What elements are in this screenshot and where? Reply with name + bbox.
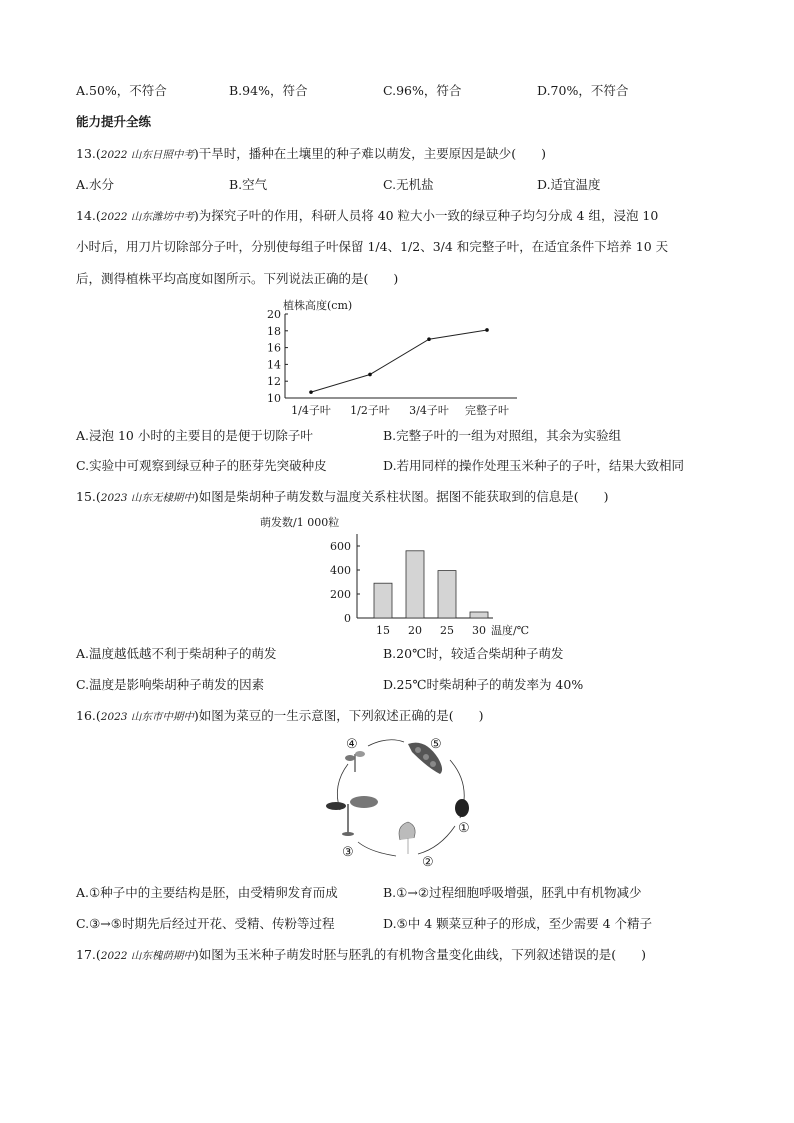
y-tick-label: 0: [344, 612, 351, 625]
x-axis-label: 温度/℃: [491, 624, 530, 637]
y-tick-label: 20: [267, 308, 281, 321]
cycle-arrow-4-to-5: [368, 740, 404, 746]
q14-option-b: B.完整子叶的一组为对照组，其余为实验组: [383, 428, 622, 443]
x-tick-label: 25: [440, 624, 454, 637]
data-point: [309, 390, 313, 394]
section-heading: 能力提升全练: [76, 114, 152, 129]
germinating-seed-icon: [399, 822, 415, 854]
y-tick-label: 200: [330, 588, 351, 601]
stage-label-5: ⑤: [430, 737, 442, 752]
question-source: 2022 山东槐荫期中: [100, 950, 194, 962]
question-14-line-3: 后，测得植株平均高度如图所示。下列说法正确的是( ): [76, 271, 399, 286]
question-source: 2022 山东日照中考: [100, 149, 194, 161]
question-text: )干旱时，播种在土壤里的种子难以萌发，主要原因是缺少( ): [193, 146, 546, 161]
y-tick-label: 400: [330, 564, 351, 577]
stage-label-1: ①: [458, 821, 470, 836]
y-tick-label: 10: [267, 392, 281, 405]
q16-option-b: B.①→②过程细胞呼吸增强，胚乳中有机物减少: [383, 885, 642, 900]
q13-option-a: A.水分: [76, 177, 115, 192]
bar: [470, 612, 488, 618]
y-axis-label: 植株高度(cm): [283, 299, 353, 312]
question-text: )如图是柴胡种子萌发数与温度关系柱状图。据图不能获取到的信息是( ): [193, 489, 609, 504]
stage-label-2: ②: [422, 855, 434, 870]
bean-life-cycle-diagram: [300, 730, 500, 870]
x-tick-label: 15: [376, 624, 390, 637]
x-tick-label: 1/4子叶: [291, 404, 331, 417]
q14-option-a: A.浸泡 10 小时的主要目的是便于切除子叶: [76, 428, 313, 443]
x-tick-label: 30: [472, 624, 486, 637]
plant-height-line-chart: [255, 296, 535, 420]
x-tick-label: 完整子叶: [465, 404, 509, 417]
question-text: )为探究子叶的作用，科研人员将 40 粒大小一致的绿豆种子均匀分成 4 组，浸泡 10: [193, 208, 659, 223]
q14-option-c: C.实验中可观察到绿豆种子的胚芽先突破种皮: [76, 458, 327, 473]
flowering-plant-icon: [345, 751, 365, 772]
q13-option-d: D.适宜温度: [537, 177, 601, 192]
question-14-line-2: 小时后，用刀片切除部分子叶，分别使每组子叶保留 1/4、1/2、3/4 和完整子叶，在适宜条件下培养 10 天: [76, 239, 669, 254]
q15-option-a: A.温度越低越不利于柴胡种子的萌发: [76, 646, 277, 661]
question-source: 2022 山东潍坊中考: [100, 211, 194, 223]
question-number: 16.(: [76, 708, 101, 723]
q16-option-d: D.⑤中 4 颗菜豆种子的形成，至少需要 4 个精子: [383, 916, 653, 931]
germination-bar-chart: [255, 510, 545, 640]
bean-seed-icon: [455, 799, 469, 817]
q13-option-b: B.空气: [229, 177, 268, 192]
x-tick-label: 1/2子叶: [350, 404, 390, 417]
question-16: [76, 710, 483, 723]
q12-option-a: A.50%，不符合: [76, 83, 167, 98]
question-15: [76, 491, 608, 504]
q16-option-a: A.①种子中的主要结构是胚，由受精卵发育而成: [76, 885, 338, 900]
question-13: [76, 148, 546, 161]
data-point: [368, 373, 372, 377]
bar: [374, 583, 392, 618]
q15-option-d: D.25℃时柴胡种子的萌发率为 40%: [383, 677, 584, 692]
question-number: 14.(: [76, 208, 101, 223]
x-tick-label: 3/4子叶: [409, 404, 449, 417]
data-point: [427, 337, 431, 341]
question-17: [76, 949, 646, 962]
seedling-icon: [326, 796, 378, 836]
q12-option-c: C.96%，符合: [383, 83, 462, 98]
y-axis-label: 萌发数/1 000粒: [260, 516, 340, 529]
question-number: 17.(: [76, 947, 101, 962]
cycle-arrow-2-to-3: [358, 842, 396, 856]
question-text: )如图为菜豆的一生示意图，下列叙述正确的是( ): [193, 708, 484, 723]
cycle-arrow-1-to-2: [418, 826, 455, 854]
question-number: 13.(: [76, 146, 101, 161]
question-source: 2023 山东市中期中: [100, 711, 194, 723]
q16-option-c: C.③→⑤时期先后经过开花、受精、传粉等过程: [76, 916, 335, 931]
q15-option-b: B.20℃时，较适合柴胡种子萌发: [383, 646, 564, 661]
q15-option-c: C.温度是影响柴胡种子萌发的因素: [76, 677, 265, 692]
y-tick-label: 600: [330, 540, 351, 553]
bar: [406, 551, 424, 618]
stage-label-3: ③: [342, 845, 354, 860]
question-text: )如图为玉米种子萌发时胚与胚乳的有机物含量变化曲线，下列叙述错误的是( ): [193, 947, 646, 962]
q12-option-d: D.70%，不符合: [537, 83, 629, 98]
x-tick-label: 20: [408, 624, 422, 637]
q12-option-b: B.94%，符合: [229, 83, 308, 98]
q14-option-d: D.若用同样的操作处理玉米种子的子叶，结果大致相同: [383, 458, 685, 473]
y-tick-label: 16: [267, 341, 281, 355]
question-source: 2023 山东无棣期中: [100, 492, 194, 504]
y-tick-label: 12: [267, 375, 281, 389]
y-tick-label: 14: [267, 358, 281, 372]
bar: [438, 571, 456, 618]
stage-label-4: ④: [346, 737, 358, 752]
series-line: [311, 330, 487, 392]
data-point: [485, 328, 489, 332]
y-tick-label: 18: [267, 324, 281, 338]
question-number: 15.(: [76, 489, 101, 504]
q13-option-c: C.无机盐: [383, 177, 434, 192]
question-14: [76, 210, 658, 223]
